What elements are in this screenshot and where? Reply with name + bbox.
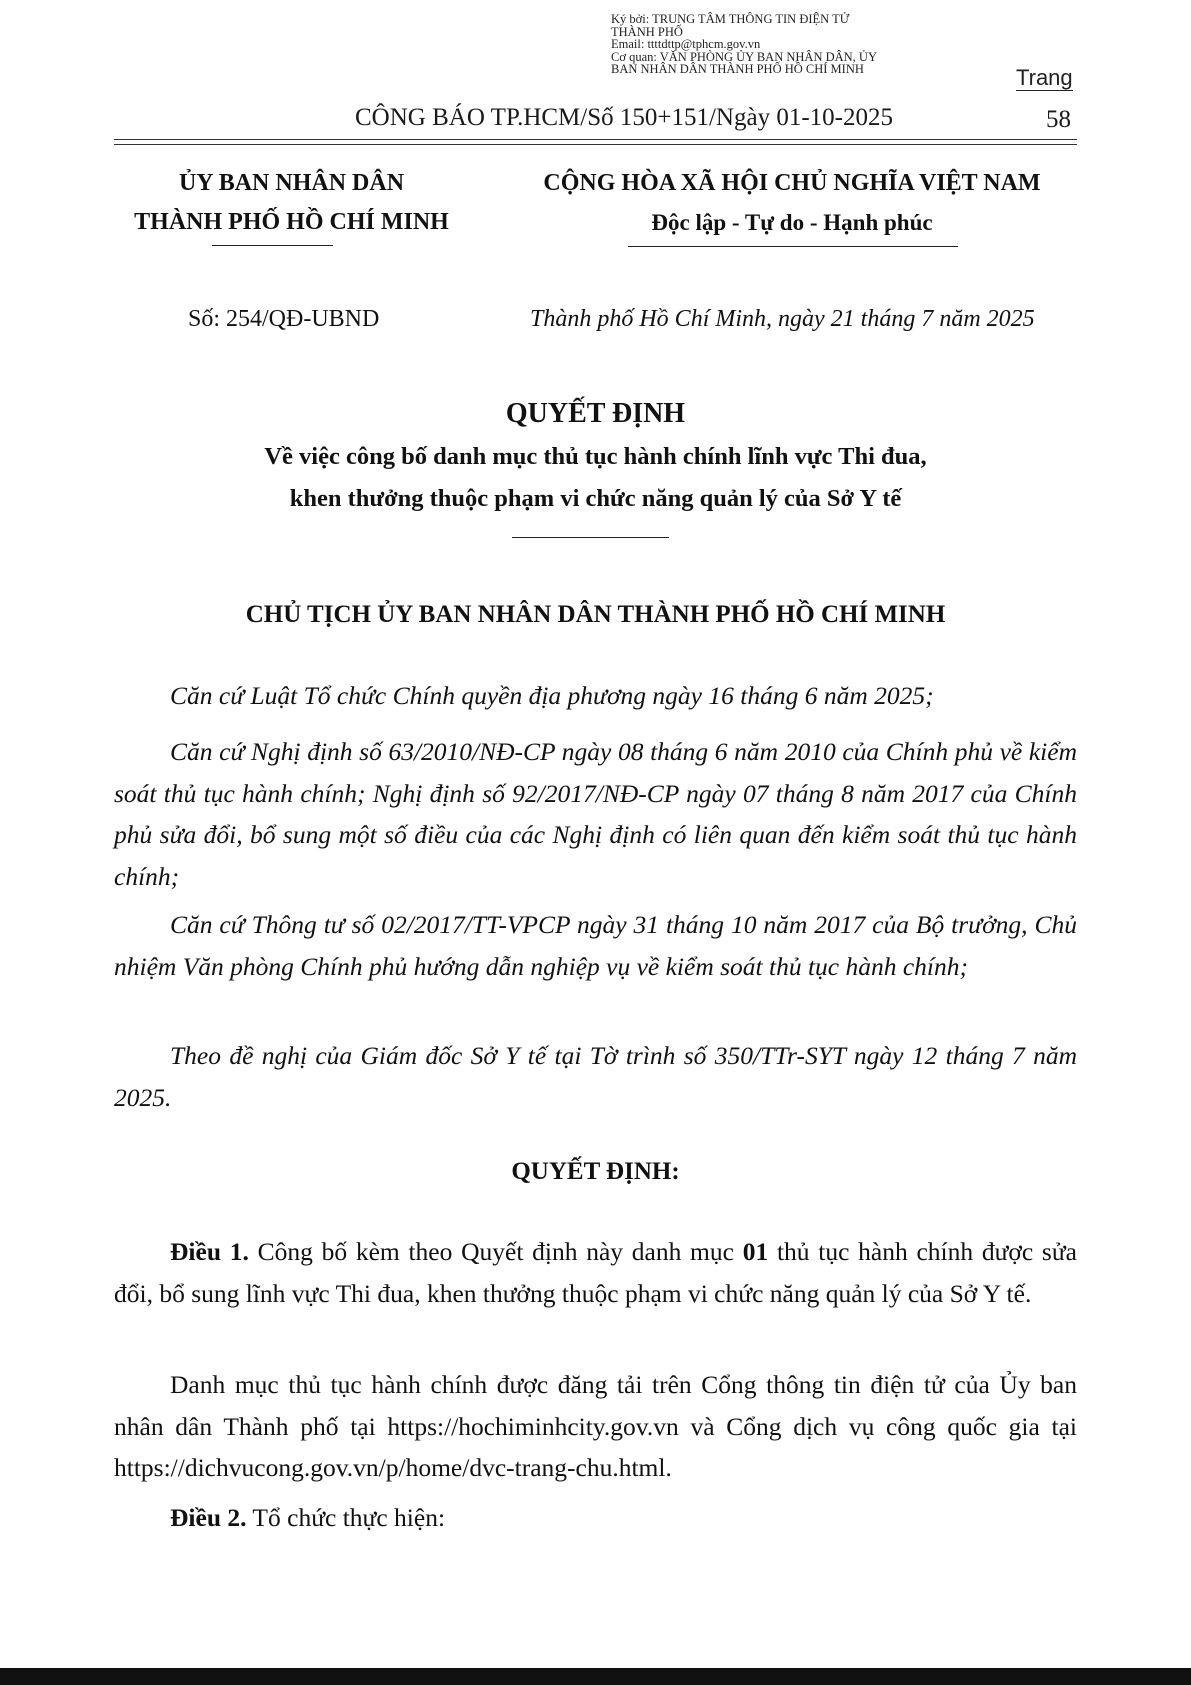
- subject-line-2: khen thưởng thuộc phạm vi chức năng quản lý của Sở Y tế: [289, 485, 902, 512]
- article-1-text-a: Công bố kèm theo Quyết định này danh mục: [257, 1237, 734, 1266]
- article-1-label: Điều 1.: [170, 1237, 249, 1266]
- signature-line: BAN NHÂN DÂN THÀNH PHỐ HỒ CHÍ MINH: [611, 62, 864, 76]
- national-motto: Độc lập - Tự do - Hạnh phúc: [651, 210, 933, 235]
- issuing-authority: CHỦ TỊCH ỦY BAN NHÂN DÂN THÀNH PHỐ HỒ CHÍ MINH: [245, 601, 946, 628]
- signature-line: THÀNH PHỐ: [611, 24, 683, 39]
- article-2: [114, 1497, 1077, 1539]
- article-2-text: Tổ chức thực hiện:: [252, 1503, 446, 1532]
- digital-signature-block: [611, 13, 971, 76]
- page-bottom-edge: [0, 1668, 1191, 1685]
- legal-basis-paragraph: Theo đề nghị của Giám đốc Sở Y tế tại Tờ trình số 350/TTr-SYT ngày 12 tháng 7 năm 2025.: [114, 1041, 1077, 1112]
- national-title: CỘNG HÒA XÃ HỘI CHỦ NGHĨA VIỆT NAM: [543, 170, 1041, 196]
- gazette-header: CÔNG BÁO TP.HCM/Số 150+151/Ngày 01-10-2025: [355, 104, 893, 131]
- issuer-underline: [212, 245, 333, 246]
- header-rule-bottom: [114, 144, 1077, 145]
- decision-heading: QUYẾT ĐỊNH:: [511, 1158, 680, 1185]
- legal-basis-paragraph: Căn cứ Thông tư số 02/2017/TT-VPCP ngày 31 tháng 10 năm 2017 của Bộ trưởng, Chủ nhiệm Văn phòng Chính phủ hướng dẫn nghiệp vụ về kiểm soát thủ tục hành chính;: [114, 910, 1077, 981]
- signature-line: Ký bởi: TRUNG TÂM THÔNG TIN ĐIỆN TỬ: [611, 12, 850, 26]
- article-1-count: 01: [742, 1237, 769, 1266]
- article-2-label: Điều 2.: [170, 1503, 247, 1532]
- signature-line: Cơ quan: VĂN PHÒNG ỦY BAN NHÂN DÂN, ỦY: [611, 49, 877, 64]
- document-number: Số: 254/QĐ-UBND: [188, 306, 380, 332]
- page-label: Trang: [1016, 65, 1073, 90]
- issuer-line-2: THÀNH PHỐ HỒ CHÍ MINH: [134, 209, 449, 235]
- article-1-text-b: thủ tục hành chính được sửa đổi, bổ sung lĩnh vực Thi đua, khen thưởng thuộc phạm vi chức năng quản lý của Sở Y tế.: [114, 1237, 1077, 1308]
- signature-line: Email: ttttdttp@tphcm.gov.vn: [611, 37, 761, 51]
- place-date: Thành phố Hồ Chí Minh, ngày 21 tháng 7 năm 2025: [530, 306, 1035, 332]
- subject-line-1: Về việc công bố danh mục thủ tục hành chính lĩnh vực Thi đua,: [264, 443, 927, 470]
- article-1: [114, 1231, 1077, 1314]
- issuer-line-1: ỦY BAN NHÂN DÂN: [178, 170, 405, 196]
- legal-basis-paragraph: Căn cứ Luật Tổ chức Chính quyền địa phương ngày 16 tháng 6 năm 2025;: [170, 681, 934, 710]
- motto-underline: [628, 246, 958, 247]
- legal-basis-paragraph: Căn cứ Nghị định số 63/2010/NĐ-CP ngày 08 tháng 6 năm 2010 của Chính phủ về kiểm soát thủ tục hành chính; Nghị định số 92/2017/NĐ-CP ngày 07 tháng 8 năm 2017 của Chính phủ sửa đổi, bổ sung một số điều của các Nghị định có liên quan đến kiểm soát thủ tục hành chính;: [114, 737, 1077, 891]
- page-number: 58: [1046, 106, 1071, 133]
- header-rule-top: [114, 139, 1077, 140]
- document-title: QUYẾT ĐỊNH: [505, 398, 686, 429]
- article-1-note: Danh mục thủ tục hành chính được đăng tải trên Cổng thông tin điện tử của Ủy ban nhân dân Thành phố tại https://hochiminhcity.gov.vn và Cổng dịch vụ công quốc gia tại https://dichvucong.gov.vn/p/home/dvc-trang-chu.html.: [114, 1370, 1077, 1482]
- title-separator: [512, 537, 669, 538]
